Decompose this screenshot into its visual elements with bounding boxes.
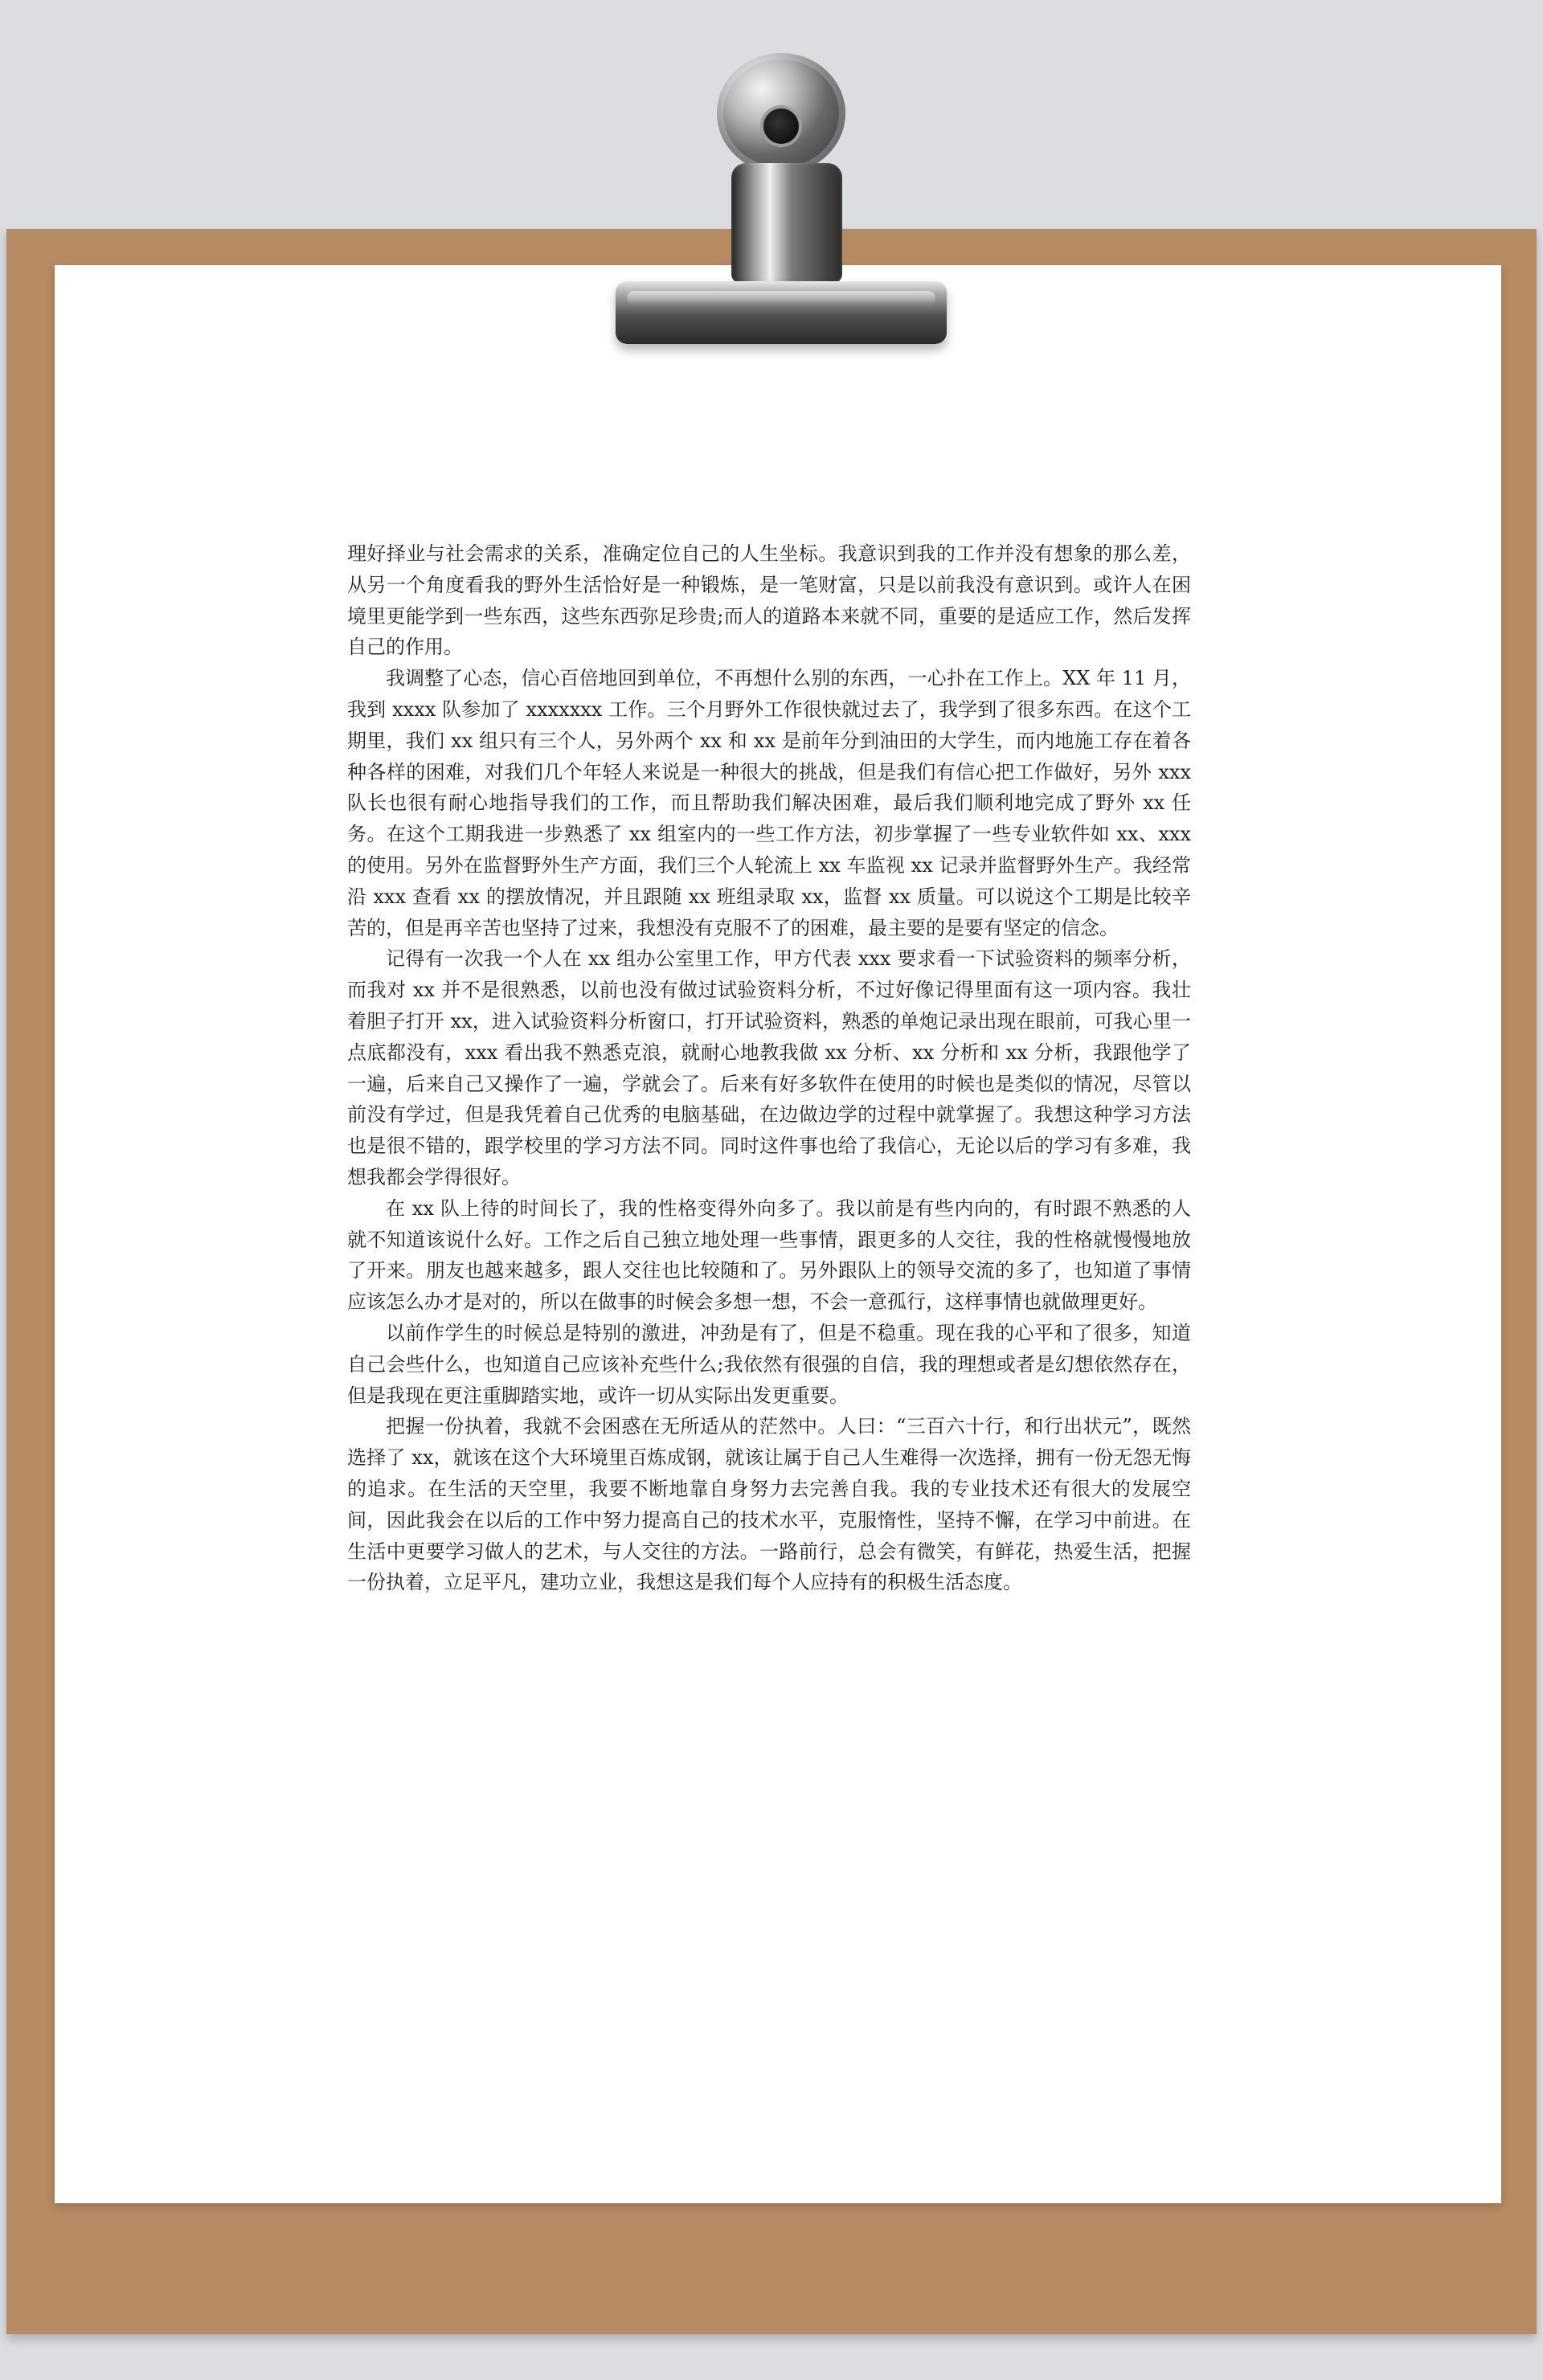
paper-sheet xyxy=(55,265,1501,2203)
paragraph-3: 记得有一次我一个人在 xx 组办公室里工作，甲方代表 xxx 要求看一下试验资料的频率分析，而我对 xx 并不是很熟悉，以前也没有做过试验资料分析，不过好像记得里面有这一项内容。我壮着胆子打开 xx，进入试验资料分析窗口，打开试验资料，熟悉的单炮记录出现在眼前，可我心里一点底都没有，xxx 看出我不熟悉克浪，就耐心地教我做 xx 分析、xx 分析和 xx 分析，我跟他学了一遍，后来自己又操作了一遍，学就会了。后来有好多软件在使用的时候也是类似的情况，尽管以前没有学过，但是我凭着自己优秀的电脑基础，在边做边学的过程中就掌握了。我想这种学习方法也是很不错的，跟学校里的学习方法不同。同时这件事也给了我信心，无论以后的学习有多难，我想我都会学得很好。 xyxy=(347,947,1191,1188)
paragraph-1: 理好择业与社会需求的关系，准确定位自己的人生坐标。我意识到我的工作并没有想象的那么差，从另一个角度看我的野外生活恰好是一种锻炼，是一笔财富，只是以前我没有意识到。或许人在困境里更能学到一些东西，这些东西弥足珍贵;而人的道路本来就不同，重要的是适应工作，然后发挥自己的作用。 xyxy=(347,542,1191,659)
clipboard-board xyxy=(6,229,1537,2334)
binder-clip-hole xyxy=(760,105,802,147)
binder-clip-ring xyxy=(717,53,845,174)
paragraph-4: 在 xx 队上待的时间长了，我的性格变得外向多了。我以前是有些内向的，有时跟不熟悉的人就不知道该说什么好。工作之后自己独立地处理一些事情，跟更多的人交往，我的性格就慢慢地放了开来。朋友也越来越多，跟人交往也比较随和了。另外跟队上的领导交流的多了，也知道了事情应该怎么办才是对的，所以在做事的时候会多想一想，不会一意孤行，这样事情也就做理更好。 xyxy=(347,1196,1191,1314)
paragraph-6: 把握一份执着，我就不会困惑在无所适从的茫然中。人曰：“三百六十行，和行出状元”，既然选择了 xx，就该在这个大环境里百炼成钢，就该让属于自己人生难得一次选择，拥有一份无怨无悔的追求。在生活的天空里，我要不断地靠自身努力去完善自我。我的专业技术还有很大的发展空间，因此我会在以后的工作中努力提高自己的技术水平，克服惰性，坚持不懈，在学习中前进。在生活中更要学习做人的艺术，与人交往的方法。一路前行，总会有微笑，有鲜花，热爱生活，把握一份执着，立足平凡，建功立业，我想这是我们每个人应持有的积极生活态度。 xyxy=(347,1415,1191,1594)
document-body xyxy=(347,538,1191,1598)
paragraph-2: 我调整了心态，信心百倍地回到单位，不再想什么别的东西，一心扑在工作上。XX 年 11 月，我到 xxxx 队参加了 xxxxxxx 工作。三个月野外工作很快就过去了，我学到了很多东西。在这个工期里，我们 xx 组只有三个人，另外两个 xx 和 xx 是前年分到油田的大学生，而内地施工存在着各种各样的困难，对我们几个年轻人来说是一种很大的挑战，但是我们有信心把工作做好，另外 xxx 队长也很有耐心地指导我们的工作，而且帮助我们解决困难，最后我们顺利地完成了野外 xx 任务。在这个工期我进一步熟悉了 xx 组室内的一些工作方法，初步掌握了一些专业软件如 xx、xxx 的使用。另外在监督野外生产方面，我们三个人轮流上 xx 车监视 xx 记录并监督野外生产。我经常沿 xxx 查看 xx 的摆放情况，并且跟随 xx 班组录取 xx，监督 xx 质量。可以说这个工期是比较辛苦的，但是再辛苦也坚持了过来，我想没有克服不了的困难，最主要的是要有坚定的信念。 xyxy=(347,667,1191,939)
paragraph-5: 以前作学生的时候总是特别的激进，冲劲是有了，但是不稳重。现在我的心平和了很多，知道自己会些什么，也知道自己应该补充些什么;我依然有很强的自信，我的理想或者是幻想依然存在，但是我现在更注重脚踏实地，或许一切从实际出发更重要。 xyxy=(347,1321,1191,1407)
